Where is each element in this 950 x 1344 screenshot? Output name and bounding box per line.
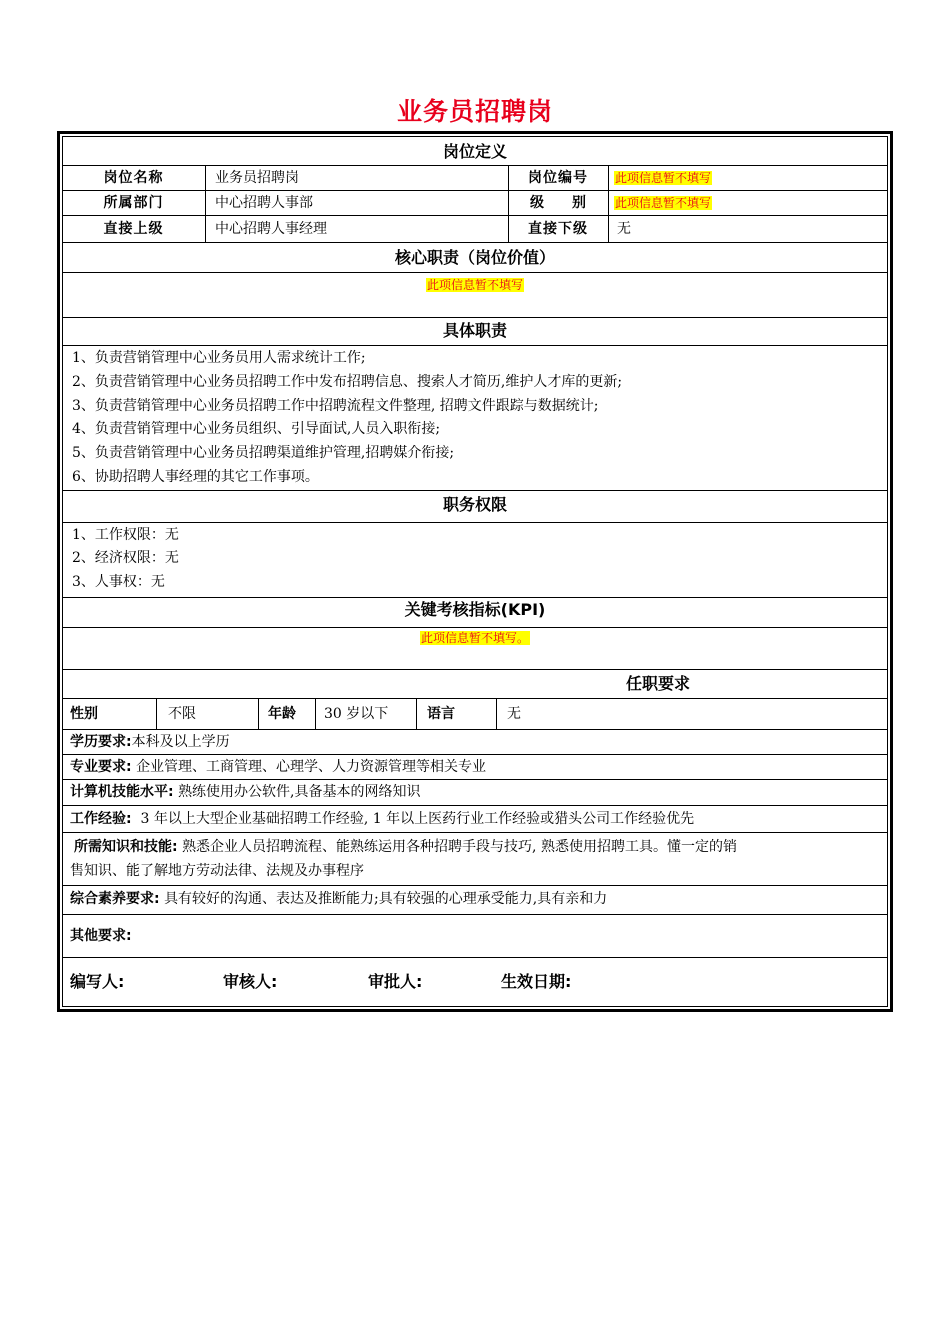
superior-label: 直接上级 [103, 221, 164, 237]
effective-date-label: 生效日期: [501, 972, 572, 991]
section-heading-core: 核心职责（岗位价值） [394, 248, 555, 267]
row-divider [62, 914, 888, 915]
col-divider [258, 698, 259, 729]
position-name-value: 业务员招聘岗 [215, 170, 299, 186]
col-divider [205, 165, 206, 242]
row-divider [62, 165, 888, 166]
section-heading-duties: 具体职责 [442, 321, 507, 340]
section-heading-definition: 岗位定义 [442, 142, 507, 161]
row-divider [62, 779, 888, 780]
authority-item: 1、工作权限：无 [72, 527, 179, 543]
row-divider [62, 522, 888, 523]
section-heading-authority: 职务权限 [442, 495, 507, 514]
computer-skill-value: 熟练使用办公软件,具备基本的网络知识 [178, 784, 421, 800]
row-divider [62, 215, 888, 216]
department-label: 所属部门 [103, 195, 164, 211]
duty-item: 3、负责营销管理中心业务员招聘工作中招聘流程文件整理, 招聘文件跟踪与数据统计; [72, 398, 599, 414]
position-code-value: 此项信息暂不填写 [615, 171, 712, 185]
quality-value: 具有较好的沟通、表达及推断能力;具有较强的心理承受能力,具有亲和力 [164, 891, 608, 907]
duty-item: 4、负责营销管理中心业务员组织、引导面试,人员入职衔接; [72, 421, 441, 437]
subordinate-label: 直接下级 [528, 221, 588, 237]
age-label: 年龄 [268, 706, 296, 722]
row-divider [62, 272, 888, 273]
row-divider [62, 957, 888, 958]
superior-value: 中心招聘人事经理 [215, 221, 327, 237]
language-value: 无 [507, 706, 521, 722]
col-divider [156, 698, 157, 729]
skills-value-line1: 熟悉企业人员招聘流程、能熟练运用各种招聘手段与技巧, 熟悉使用招聘工具。懂一定的销 [182, 839, 737, 855]
other-requirements-label: 其他要求: [70, 928, 132, 944]
row-divider [62, 698, 888, 699]
duty-item: 2、负责营销管理中心业务员招聘工作中发布招聘信息、搜索人才简历,维护人才库的更新; [72, 374, 623, 390]
duty-item: 6、协助招聘人事经理的其它工作事项。 [72, 469, 319, 485]
col-divider [608, 165, 609, 242]
major-value: 企业管理、工商管理、心理学、人力资源管理等相关专业 [136, 759, 487, 775]
language-label: 语言 [427, 706, 455, 722]
experience-value: 3 年以上大型企业基础招聘工作经验, 1 年以上医药行业工作经验或猎头公司工作经验优先 [140, 811, 695, 827]
col-divider [315, 698, 316, 729]
row-divider [62, 754, 888, 755]
row-divider [62, 490, 888, 491]
row-divider [62, 627, 888, 628]
section-heading-kpi: 关键考核指标(KPI) [404, 600, 546, 619]
row-divider [62, 669, 888, 670]
kpi-note: 此项信息暂不填写。 [420, 631, 529, 645]
core-note: 此项信息暂不填写 [426, 278, 523, 292]
subordinate-value: 无 [617, 221, 631, 237]
major-label: 专业要求: [70, 759, 132, 775]
row-divider [62, 345, 888, 346]
row-divider [62, 885, 888, 886]
row-divider [62, 190, 888, 191]
duty-item: 1、负责营销管理中心业务员用人需求统计工作; [72, 350, 366, 366]
approver-label: 审批人: [368, 972, 423, 991]
level-label: 级 别 [530, 195, 586, 211]
level-value: 此项信息暂不填写 [615, 196, 712, 210]
age-value: 30 岁以下 [324, 706, 389, 722]
row-divider [62, 597, 888, 598]
row-divider [62, 832, 888, 833]
col-divider [416, 698, 417, 729]
education-label: 学历要求: [70, 734, 132, 750]
authority-item: 2、经济权限：无 [72, 550, 179, 566]
row-divider [62, 805, 888, 806]
authority-item: 3、人事权：无 [72, 574, 165, 590]
writer-label: 编写人: [70, 972, 125, 991]
row-divider [62, 729, 888, 730]
duty-item: 5、负责营销管理中心业务员招聘渠道维护管理,招聘媒介衔接; [72, 445, 455, 461]
quality-label: 综合素养要求: [70, 891, 160, 907]
position-code-label: 岗位编号 [528, 170, 588, 186]
gender-value: 不限 [168, 706, 196, 722]
row-divider [62, 242, 888, 243]
reviewer-label: 审核人: [223, 972, 278, 991]
skills-label: 所需知识和技能: [74, 839, 178, 855]
col-divider [496, 698, 497, 729]
page-title: 业务员招聘岗 [396, 97, 553, 126]
position-name-label: 岗位名称 [103, 170, 164, 186]
row-divider [62, 317, 888, 318]
education-value: 本科及以上学历 [131, 734, 230, 750]
gender-label: 性别 [70, 706, 98, 722]
department-value: 中心招聘人事部 [215, 195, 313, 211]
computer-skill-label: 计算机技能水平: [70, 784, 174, 800]
section-heading-requirements: 任职要求 [626, 674, 691, 693]
skills-value-line2: 售知识、能了解地方劳动法律、法规及办事程序 [70, 863, 364, 879]
experience-label: 工作经验: [70, 811, 132, 827]
